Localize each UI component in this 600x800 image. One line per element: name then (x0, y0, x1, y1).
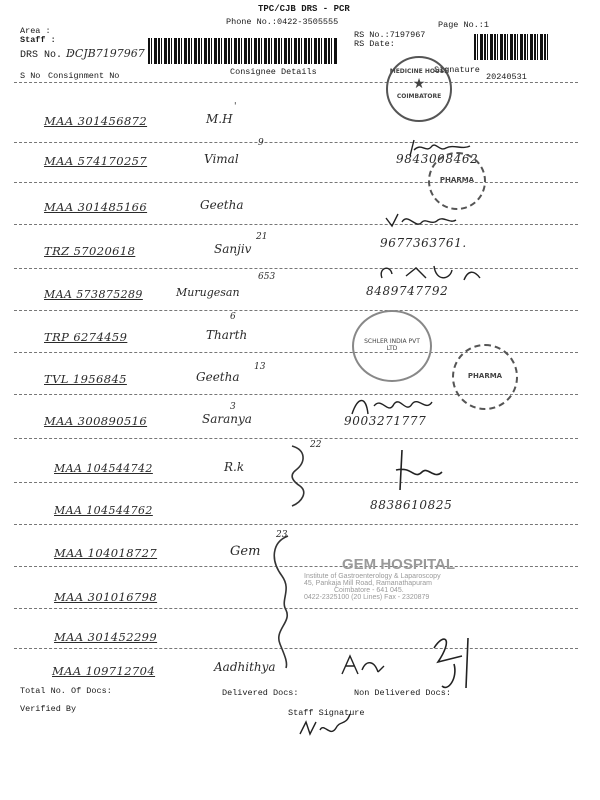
verified-by-label: Verified By (20, 704, 77, 714)
table-row (0, 232, 600, 284)
consignment-number: MAA 104544742 (54, 462, 153, 475)
consignment-number: MAA 104544762 (54, 504, 153, 517)
stamp-line: 0422-2325100 (20 Lines) Fax - 2320879 (304, 594, 430, 601)
row-mark: 23 (276, 530, 288, 540)
drs-label: DRS No. : (20, 50, 75, 61)
consignee-name: Vimal (204, 152, 239, 166)
consignment-number: MAA 104018727 (54, 546, 158, 560)
stamp-text: PHARMA (467, 372, 503, 380)
consignee-phone: 9003271777 (344, 414, 427, 428)
consignee-name: Saranya (202, 412, 252, 426)
drs-number: DCJB7197967 (66, 47, 145, 60)
stamp-text: COIMBATORE (396, 93, 442, 100)
row-divider (14, 310, 578, 311)
table-row (0, 272, 600, 328)
consignee-name: Gem (230, 544, 261, 559)
header-divider (14, 82, 578, 83)
table-row (0, 102, 600, 154)
column-consignment: Consignment No (48, 71, 120, 81)
column-consignee-details: Consignee Details (230, 67, 317, 77)
rs-number: RS No.:7197967 (354, 30, 426, 40)
pharma-stamp (428, 152, 486, 210)
row-divider (14, 224, 578, 225)
staff-signature-label: Staff Signature (288, 708, 365, 718)
row-divider (14, 268, 578, 269)
consignment-number: MAA 301456872 (44, 114, 148, 128)
signature (392, 446, 452, 496)
row-mark: 22 (310, 440, 322, 450)
consignee-name: Geetha (196, 370, 240, 384)
row-divider (14, 524, 578, 525)
consignee-name: Aadhithya (214, 660, 276, 674)
consignment-number: TVL 1956845 (44, 372, 127, 386)
consignment-number: MAA 573875289 (44, 288, 143, 301)
phone-number: Phone No.:0422-3505555 (226, 17, 339, 27)
consignee-phone: 8838610825 (370, 498, 453, 512)
barcode-drs (148, 38, 338, 64)
stamp-line: 45, Pankaja Mill Road, Ramanathapuram (304, 580, 433, 587)
row-divider (14, 142, 578, 143)
signature (348, 392, 438, 420)
row-mark: 3 (230, 402, 236, 412)
consignment-number: MAA 109712704 (52, 664, 156, 678)
stamp-line: Coimbatore - 641 045. (334, 587, 404, 594)
stamp-text: PHARMA (439, 176, 475, 184)
row-mark: 6 (230, 312, 236, 322)
staff-label: Staff : (20, 35, 56, 45)
stamp-text: MEDICINE HOUSE (389, 68, 449, 75)
scheler-stamp (352, 310, 432, 382)
document-title: TPC/CJB DRS - PCR (258, 4, 350, 14)
consignee-phone: 8489747792 (366, 284, 449, 298)
column-signature: Signature (434, 65, 480, 75)
row-mark: ' (234, 102, 237, 112)
consignment-number: MAA 300890516 (44, 414, 148, 428)
non-delivered-docs-label: Non Delivered Docs: (354, 688, 451, 698)
page-number: Page No.:1 (438, 20, 490, 30)
rs-date: RS Date: (354, 39, 395, 49)
row-mark: 653 (258, 272, 276, 282)
consignee-name: Geetha (200, 198, 244, 212)
row-divider (14, 182, 578, 183)
brace-mark (276, 440, 316, 520)
consignee-name: Tharth (206, 328, 248, 342)
stamp-center: ★ (412, 76, 426, 92)
table-row (0, 138, 600, 194)
consignee-name: Murugesan (176, 286, 240, 299)
pharma-stamp (452, 344, 518, 410)
row-mark: 21 (256, 232, 268, 242)
row-divider (14, 438, 578, 439)
consignment-number: MAA 301016798 (54, 590, 158, 604)
stamp-line: Institute of Gastroenterology & Laparoscopy (304, 573, 441, 580)
consignee-phone: 9677363761. (380, 236, 467, 250)
area-label: Area : (20, 26, 51, 36)
stamp-title: GEM HOSPITAL (342, 556, 456, 573)
consignee-name: M.H (206, 112, 233, 126)
signature (376, 260, 486, 286)
total-docs-label: Total No. Of Docs: (20, 686, 112, 696)
consignment-number: MAA 574170257 (44, 154, 148, 168)
brace-mark (266, 530, 306, 670)
stamp-text: SCHLER INDIA PVT LTD (364, 338, 420, 352)
consignment-number: MAA 301485166 (44, 200, 148, 214)
gem-hospital-stamp (304, 556, 494, 601)
column-sno: S No (20, 71, 41, 81)
consignee-name: Sanjiv (214, 242, 252, 256)
consignment-number: TRP 6274459 (44, 330, 128, 344)
consignee-name: R.k (224, 460, 245, 474)
row-mark: 13 (254, 362, 266, 372)
consignee-phone: 9843008462 (396, 152, 479, 166)
consignment-number: TRZ 57020618 (44, 244, 136, 258)
signature (338, 652, 388, 680)
consignment-number: MAA 301452299 (54, 630, 158, 644)
table-row (0, 196, 600, 240)
column-date: 20240531 (486, 72, 527, 82)
signature (382, 208, 462, 238)
barcode-page (474, 34, 548, 60)
delivered-docs-label: Delivered Docs: (222, 688, 299, 698)
medicine-house-stamp (386, 56, 452, 122)
row-mark: 9 (258, 138, 264, 148)
